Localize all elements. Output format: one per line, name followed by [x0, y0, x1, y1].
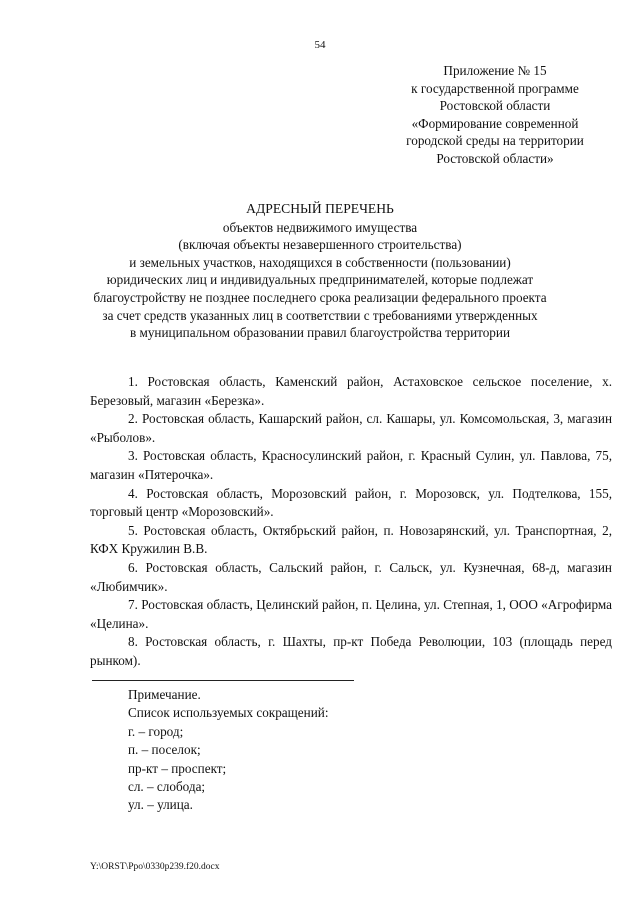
title-line: юридических лиц и индивидуальных предпринимателей, которые подлежат — [106, 272, 534, 288]
title-line: благоустройству не позднее последнего срока реализации федерального проекта — [93, 289, 547, 305]
appendix-line: «Формирование современной — [411, 115, 579, 131]
abbreviation-item: п. – поселок; — [128, 742, 201, 758]
title-line: за счет средств указанных лиц в соответствии с требованиями утвержденных — [102, 307, 538, 323]
title-line: объектов недвижимого имущества — [222, 219, 418, 235]
file-path: Y:\ORST\Ppo\0330p239.f20.docx — [90, 862, 220, 872]
footnote-divider — [92, 680, 354, 681]
appendix-block — [380, 62, 610, 168]
notes-title: Примечание. — [128, 687, 201, 702]
address-item: 6. Ростовская область, Сальский район, г. Сальск, ул. Кузнечная, 68-д, магазин «Любимчик». — [90, 559, 612, 594]
appendix-line: Ростовской области — [439, 98, 551, 114]
appendix-line: Приложение № 15 — [443, 63, 547, 78]
address-item: 8. Ростовская область, г. Шахты, пр-кт Победа Революции, 103 (площадь перед рынком). — [90, 634, 612, 668]
address-item: 1. Ростовская область, Каменский район, Астаховское сельское поселение, х. Березовый, магазин «Березка». — [90, 374, 612, 408]
address-list — [90, 373, 612, 671]
appendix-line: к государственной программе — [411, 80, 579, 96]
address-item: 7. Ростовская область, Целинский район, п. Целина, ул. Степная, 1, ООО «Агрофирма «Целина». — [90, 597, 612, 631]
address-item: 3. Ростовская область, Красносулинский район, г. Красный Сулин, ул. Павлова, 75, магазин «Пятерочка». — [90, 448, 612, 482]
title-block — [60, 200, 580, 342]
document-heading: АДРЕСНЫЙ ПЕРЕЧЕНЬ — [246, 201, 394, 216]
address-item: 2. Ростовская область, Кашарский район, сл. Кашары, ул. Комсомольская, 3, магазин «Рыболов». — [90, 411, 612, 445]
appendix-line: городской среды на территории — [406, 133, 584, 149]
address-item: 5. Ростовская область, Октябрьский район, п. Новозарянский, ул. Транспортная, 2, КФХ Кружилин В.В. — [90, 522, 612, 557]
title-line: в муниципальном образовании правил благоустройства территории — [129, 325, 511, 341]
title-line: (включая объекты незавершенного строительства) — [178, 237, 462, 253]
page-number: 54 — [314, 39, 326, 51]
abbreviation-item: сл. – слобода; — [128, 779, 206, 795]
abbreviation-item: ул. – улица. — [128, 797, 193, 813]
notes-block — [128, 686, 329, 815]
title-line: и земельных участков, находящихся в собственности (пользовании) — [129, 254, 511, 270]
appendix-line: Ростовской области» — [436, 150, 554, 166]
abbreviation-item: пр-кт – проспект; — [128, 760, 227, 776]
abbreviation-item: г. – город; — [128, 723, 184, 739]
address-item: 4. Ростовская область, Морозовский район, г. Морозовск, ул. Подтелкова, 155, торговый центр «Морозовский». — [90, 485, 612, 520]
notes-subtitle: Список используемых сокращений: — [128, 705, 329, 721]
